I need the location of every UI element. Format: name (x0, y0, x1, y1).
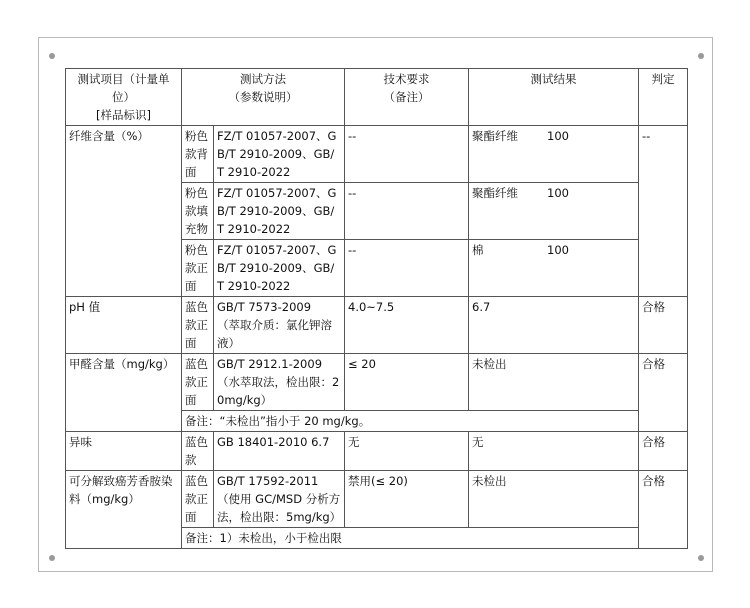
item-fibre-content: 纤维含量（%） (66, 126, 182, 297)
item-odor: 异味 (66, 432, 182, 471)
method-cell: FZ/T 01057-2007、GB/T 2910-2009、GB/T 2910-2022 (214, 183, 345, 240)
table-row (66, 471, 688, 528)
note-cell: 备注：“未检出”指小于 20 mg/kg。 (182, 411, 639, 432)
header-test-method: 测试方法 （参数说明） (182, 69, 345, 126)
table-row (66, 432, 688, 471)
requirement-cell: 4.0~7.5 (345, 297, 469, 354)
item-formaldehyde: 甲醛含量（mg/kg） (66, 354, 182, 432)
table-row (66, 354, 688, 411)
corner-dot-top-right (698, 53, 704, 59)
sample-label: 蓝色款正面 (182, 471, 214, 528)
item-aromatic-amine: 可分解致癌芳香胺染料（mg/kg） (66, 471, 182, 549)
corner-dot-top-left (49, 53, 55, 59)
requirement-cell: -- (345, 183, 469, 240)
corner-dot-bottom-left (49, 555, 55, 561)
result-cell: 聚酯纤维 100 (469, 183, 639, 240)
requirement-cell: ≤ 20 (345, 354, 469, 411)
judgement-cell: 合格 (639, 354, 688, 432)
requirement-cell: -- (345, 126, 469, 183)
judgement-cell: 合格 (639, 297, 688, 354)
requirement-cell: -- (345, 240, 469, 297)
result-cell: 未检出 (469, 354, 639, 411)
table-row (66, 126, 688, 183)
header-result: 测试结果 (469, 69, 639, 126)
table-row (66, 297, 688, 354)
sample-label: 蓝色款 (182, 432, 214, 471)
result-cell: 无 (469, 432, 639, 471)
header-test-item: 测试项目（计量单位） [样品标识] (66, 69, 182, 126)
sample-label: 粉色款填充物 (182, 183, 214, 240)
method-cell: GB/T 17592-2011 （使用 GC/MSD 分析方法，检出限：5mg/kg） (214, 471, 345, 528)
judgement-cell: 合格 (639, 471, 688, 549)
result-cell: 未检出 (469, 471, 639, 528)
sample-label: 蓝色款正面 (182, 354, 214, 411)
table-header-row (66, 69, 688, 126)
note-cell: 备注：1）未检出，小于检出限 (182, 528, 639, 549)
result-cell: 聚酯纤维 100 (469, 126, 639, 183)
method-cell: GB/T 2912.1-2009 （水萃取法，检出限：20mg/kg） (214, 354, 345, 411)
requirement-cell: 无 (345, 432, 469, 471)
result-cell: 6.7 (469, 297, 639, 354)
requirement-cell: 禁用(≤ 20) (345, 471, 469, 528)
corner-dot-bottom-right (698, 555, 704, 561)
header-judgement: 判定 (639, 69, 688, 126)
sample-label: 粉色款正面 (182, 240, 214, 297)
method-cell: FZ/T 01057-2007、GB/T 2910-2009、GB/T 2910-2022 (214, 240, 345, 297)
result-cell: 棉 100 (469, 240, 639, 297)
judgement-cell: -- (639, 126, 688, 297)
test-report-table (65, 68, 688, 549)
method-cell: GB/T 7573-2009 （萃取介质：氯化钾溶液） (214, 297, 345, 354)
sample-label: 蓝色款正面 (182, 297, 214, 354)
header-requirement: 技术要求 （备注） (345, 69, 469, 126)
method-cell: GB 18401-2010 6.7 (214, 432, 345, 471)
method-cell: FZ/T 01057-2007、GB/T 2910-2009、GB/T 2910-2022 (214, 126, 345, 183)
sample-label: 粉色款背面 (182, 126, 214, 183)
judgement-cell: 合格 (639, 432, 688, 471)
item-ph-value: pH 值 (66, 297, 182, 354)
